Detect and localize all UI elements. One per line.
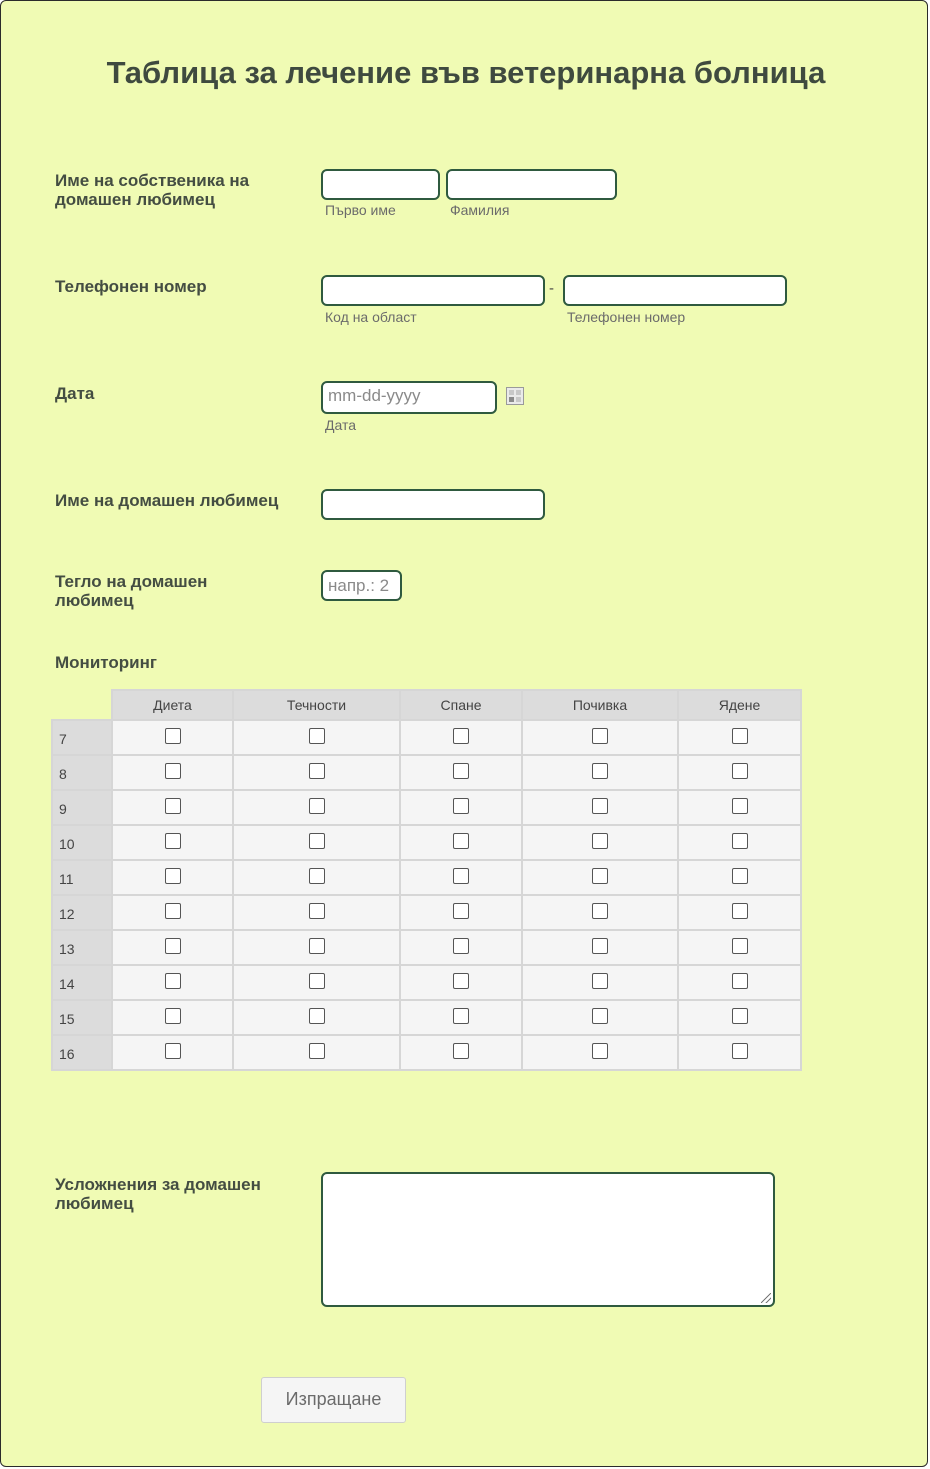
owner-last-name-input[interactable] (446, 169, 617, 200)
phone-separator: - (549, 280, 554, 297)
matrix-checkbox[interactable] (732, 798, 748, 814)
matrix-cell (233, 1035, 400, 1070)
matrix-row-header: 14 (52, 965, 112, 1000)
matrix-checkbox[interactable] (732, 1008, 748, 1024)
phone-number-sublabel: Телефонен номер (567, 309, 686, 325)
matrix-checkbox[interactable] (592, 728, 608, 744)
matrix-checkbox[interactable] (592, 973, 608, 989)
matrix-cell (522, 965, 678, 1000)
matrix-checkbox[interactable] (592, 763, 608, 779)
matrix-row-header: 11 (52, 860, 112, 895)
matrix-row (52, 755, 801, 790)
matrix-cell (522, 930, 678, 965)
matrix-checkbox[interactable] (453, 763, 469, 779)
matrix-checkbox[interactable] (309, 868, 325, 884)
matrix-cell (112, 930, 233, 965)
calendar-icon[interactable] (506, 387, 524, 405)
matrix-cell (233, 720, 400, 755)
matrix-cell (400, 825, 522, 860)
matrix-row (52, 1035, 801, 1070)
matrix-checkbox[interactable] (309, 798, 325, 814)
matrix-cell (678, 860, 801, 895)
matrix-row-header: 7 (52, 720, 112, 755)
matrix-cell (400, 755, 522, 790)
matrix-row-header: 12 (52, 895, 112, 930)
matrix-checkbox[interactable] (453, 1043, 469, 1059)
matrix-cell (400, 1035, 522, 1070)
matrix-cell (112, 790, 233, 825)
matrix-column-header: Почивка (522, 690, 678, 720)
matrix-row (52, 1000, 801, 1035)
matrix-cell (233, 930, 400, 965)
matrix-checkbox[interactable] (732, 903, 748, 919)
matrix-cell (400, 965, 522, 1000)
matrix-checkbox[interactable] (165, 1008, 181, 1024)
pet-weight-placeholder: напр.: 2 (328, 576, 390, 595)
matrix-checkbox[interactable] (592, 868, 608, 884)
matrix-checkbox[interactable] (732, 868, 748, 884)
matrix-cell (522, 755, 678, 790)
matrix-checkbox[interactable] (165, 973, 181, 989)
matrix-row (52, 965, 801, 1000)
matrix-checkbox[interactable] (309, 1008, 325, 1024)
matrix-cell (112, 825, 233, 860)
matrix-checkbox[interactable] (453, 868, 469, 884)
matrix-checkbox[interactable] (592, 798, 608, 814)
matrix-checkbox[interactable] (453, 728, 469, 744)
matrix-row-header: 8 (52, 755, 112, 790)
matrix-checkbox[interactable] (453, 903, 469, 919)
matrix-checkbox[interactable] (165, 833, 181, 849)
matrix-checkbox[interactable] (732, 1043, 748, 1059)
matrix-cell (400, 790, 522, 825)
matrix-checkbox[interactable] (453, 798, 469, 814)
matrix-cell (522, 1000, 678, 1035)
matrix-cell (522, 895, 678, 930)
matrix-checkbox[interactable] (165, 798, 181, 814)
matrix-checkbox[interactable] (165, 868, 181, 884)
matrix-checkbox[interactable] (732, 763, 748, 779)
matrix-cell (112, 1035, 233, 1070)
matrix-cell (678, 895, 801, 930)
matrix-checkbox[interactable] (309, 903, 325, 919)
matrix-cell (678, 930, 801, 965)
matrix-checkbox[interactable] (592, 1043, 608, 1059)
matrix-cell (678, 1000, 801, 1035)
pet-weight-label: Тегло на домашен любимец (55, 572, 208, 610)
matrix-cell (112, 1000, 233, 1035)
matrix-cell (112, 860, 233, 895)
matrix-checkbox[interactable] (165, 1043, 181, 1059)
last-name-sublabel: Фамилия (450, 202, 510, 218)
pet-name-input[interactable] (321, 489, 545, 520)
matrix-cell (522, 860, 678, 895)
matrix-cell (233, 895, 400, 930)
date-placeholder: mm-dd-yyyy (328, 386, 421, 405)
matrix-checkbox[interactable] (165, 903, 181, 919)
matrix-cell (233, 1000, 400, 1035)
matrix-checkbox[interactable] (165, 728, 181, 744)
complications-textarea[interactable] (321, 1172, 775, 1307)
matrix-checkbox[interactable] (453, 833, 469, 849)
matrix-checkbox[interactable] (309, 973, 325, 989)
matrix-cell (233, 965, 400, 1000)
matrix-cell (678, 1035, 801, 1070)
matrix-row-header: 13 (52, 930, 112, 965)
matrix-row-header: 15 (52, 1000, 112, 1035)
date-label: Дата (55, 384, 95, 403)
matrix-checkbox[interactable] (732, 833, 748, 849)
monitoring-label: Мониторинг (55, 653, 157, 672)
matrix-checkbox[interactable] (592, 1008, 608, 1024)
form-title: Таблица за лечение във ветеринарна болница (106, 55, 826, 90)
matrix-cell (400, 1000, 522, 1035)
matrix-cell (678, 965, 801, 1000)
matrix-row (52, 720, 801, 755)
matrix-cell (678, 825, 801, 860)
matrix-cell (112, 720, 233, 755)
matrix-cell (522, 1035, 678, 1070)
matrix-cell (522, 825, 678, 860)
complications-label: Усложнения за домашен любимец (55, 1175, 261, 1213)
matrix-checkbox[interactable] (732, 973, 748, 989)
matrix-checkbox[interactable] (453, 973, 469, 989)
matrix-checkbox[interactable] (309, 728, 325, 744)
matrix-checkbox[interactable] (453, 938, 469, 954)
matrix-checkbox[interactable] (453, 1008, 469, 1024)
matrix-checkbox[interactable] (732, 728, 748, 744)
pet-weight-input[interactable] (321, 570, 402, 601)
matrix-checkbox[interactable] (309, 833, 325, 849)
first-name-sublabel: Първо име (325, 202, 396, 218)
matrix-column-header: Спане (400, 690, 522, 720)
area-code-sublabel: Код на област (325, 309, 417, 325)
matrix-cell (400, 720, 522, 755)
owner-name-label: Име на собственика на домашен любимец (55, 171, 250, 209)
matrix-cell (522, 720, 678, 755)
matrix-column-header: Диета (112, 690, 233, 720)
matrix-checkbox[interactable] (165, 763, 181, 779)
date-sublabel: Дата (325, 417, 357, 433)
resize-handle-icon[interactable] (761, 1293, 771, 1303)
matrix-row-header: 9 (52, 790, 112, 825)
matrix-cell (233, 755, 400, 790)
matrix-checkbox[interactable] (592, 938, 608, 954)
matrix-row (52, 860, 801, 895)
matrix-cell (400, 860, 522, 895)
matrix-cell (678, 790, 801, 825)
matrix-checkbox[interactable] (165, 938, 181, 954)
phone-number-input[interactable] (563, 275, 787, 306)
matrix-checkbox[interactable] (309, 938, 325, 954)
matrix-column-header: Течности (233, 690, 400, 720)
matrix-row (52, 790, 801, 825)
matrix-row-header: 10 (52, 825, 112, 860)
matrix-cell (233, 860, 400, 895)
pet-name-label: Име на домашен любимец (55, 491, 279, 510)
matrix-cell (112, 895, 233, 930)
matrix-checkbox[interactable] (592, 833, 608, 849)
submit-button[interactable]: Изпращане (261, 1377, 406, 1423)
matrix-checkbox[interactable] (309, 1043, 325, 1059)
matrix-checkbox[interactable] (732, 938, 748, 954)
matrix-cell (678, 720, 801, 755)
date-input[interactable] (321, 381, 497, 414)
phone-area-code-input[interactable] (321, 275, 545, 306)
phone-label: Телефонен номер (55, 277, 207, 296)
matrix-checkbox[interactable] (309, 763, 325, 779)
matrix-cell (112, 755, 233, 790)
matrix-row (52, 895, 801, 930)
matrix-cell (112, 965, 233, 1000)
matrix-row (52, 930, 801, 965)
matrix-cell (522, 790, 678, 825)
matrix-row-header: 16 (52, 1035, 112, 1070)
matrix-cell (400, 930, 522, 965)
matrix-cell (678, 755, 801, 790)
matrix-corner (52, 690, 112, 720)
matrix-column-header: Ядене (678, 690, 801, 720)
monitoring-matrix (51, 689, 802, 1071)
matrix-cell (233, 825, 400, 860)
matrix-row (52, 825, 801, 860)
matrix-cell (233, 790, 400, 825)
matrix-checkbox[interactable] (592, 903, 608, 919)
matrix-cell (400, 895, 522, 930)
owner-first-name-input[interactable] (321, 169, 440, 200)
